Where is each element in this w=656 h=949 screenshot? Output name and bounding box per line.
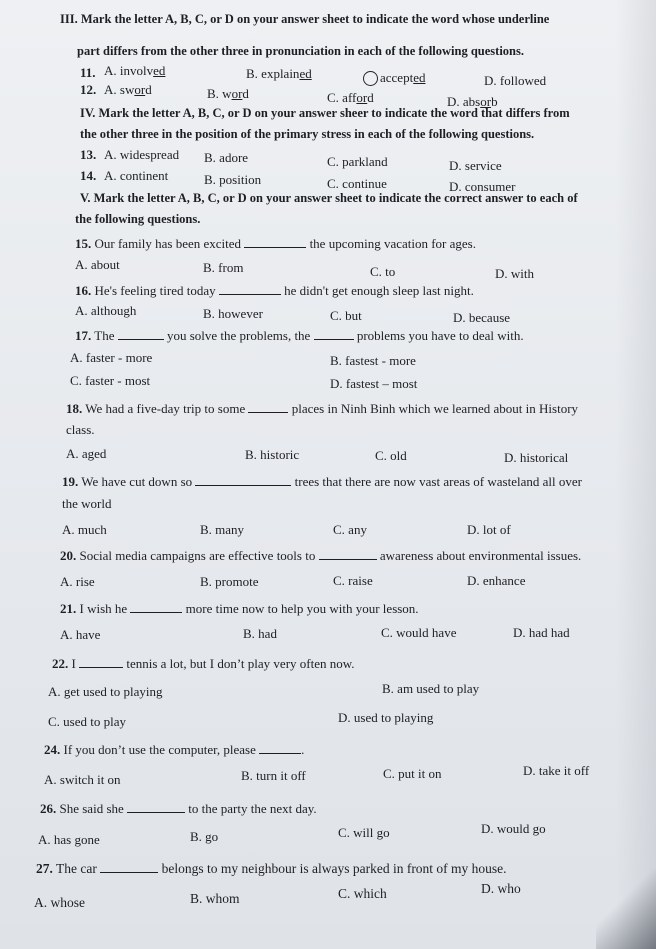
q19-option-d[interactable]: D. lot of <box>467 522 511 537</box>
q22-option-d[interactable]: D. used to playing <box>338 710 434 725</box>
q22-blank[interactable] <box>79 655 123 668</box>
q12-option-a[interactable]: A. sword <box>104 82 152 97</box>
q17-option-d[interactable]: D. fastest – most <box>330 376 418 391</box>
q27-text-after: belongs to my neighbour is always parked in front of my house. <box>161 861 507 876</box>
q20-number: 20. <box>60 548 77 563</box>
q21-option-c[interactable]: C. would have <box>381 625 457 640</box>
q11-option-b[interactable]: B. explained <box>246 66 312 81</box>
q26-option-d[interactable]: D. would go <box>481 821 546 836</box>
q17-option-c[interactable]: C. faster - most <box>70 373 151 388</box>
q21-blank[interactable] <box>130 600 182 613</box>
answer-circle-mark <box>363 71 378 86</box>
q12-number: 12. <box>80 82 97 97</box>
q17-number: 17. <box>75 328 92 343</box>
q18-option-c[interactable]: C. old <box>375 448 407 463</box>
q24-number: 24. <box>44 742 61 757</box>
q21-option-a[interactable]: A. have <box>60 627 101 642</box>
q20-text-before: Social media campaigns are effective tools to <box>79 548 316 563</box>
q13-option-c[interactable]: C. parkland <box>327 154 388 169</box>
q21-option-b[interactable]: B. had <box>243 626 277 641</box>
q22-number: 22. <box>52 656 69 671</box>
q24-stem <box>44 741 304 758</box>
q11-number: 11. <box>80 65 96 80</box>
q19-option-b[interactable]: B. many <box>200 522 245 537</box>
q14-option-c[interactable]: C. continue <box>327 176 387 191</box>
q19-blank[interactable] <box>195 473 291 486</box>
section-3-heading-line2: part differs from the other three in pronunciation in each of the following questions. <box>77 44 524 58</box>
q15-option-a[interactable]: A. about <box>75 257 120 272</box>
q13-number: 13. <box>80 147 97 162</box>
q24-text-after: . <box>301 742 305 757</box>
photo-shadow <box>596 869 656 949</box>
q24-option-b[interactable]: B. turn it off <box>241 768 306 783</box>
q21-option-d[interactable]: D. had had <box>513 625 570 640</box>
q26-option-c[interactable]: C. will go <box>338 825 390 840</box>
q18-option-a[interactable]: A. aged <box>66 446 107 461</box>
q13-option-d[interactable]: D. service <box>449 158 502 173</box>
q17-text-before: The <box>94 328 115 343</box>
q26-number: 26. <box>40 801 57 816</box>
q24-option-d[interactable]: D. take it off <box>523 763 590 778</box>
q22-stem <box>52 655 355 672</box>
q17-text-middle: you solve the problems, the <box>166 328 311 343</box>
q19-text-after: trees that there are now vast areas of wasteland all over <box>294 474 582 489</box>
q18-stem-continued: class. <box>66 422 95 437</box>
section-4-heading-line1: IV. Mark the letter A, B, C, or D on your answer sheer to indicate the word that differs from <box>80 106 570 120</box>
q22-option-c[interactable]: C. used to play <box>48 714 126 729</box>
q18-option-d[interactable]: D. historical <box>504 450 569 465</box>
q26-blank[interactable] <box>127 800 185 813</box>
q24-option-c[interactable]: C. put it on <box>383 766 442 781</box>
q13-option-a[interactable]: A. widespread <box>104 147 180 162</box>
q16-number: 16. <box>75 283 92 298</box>
q19-text-before: We have cut down so <box>81 474 193 489</box>
q26-option-b[interactable]: B. go <box>190 829 219 844</box>
q27-number: 27. <box>36 861 53 876</box>
q26-option-a[interactable]: A. has gone <box>38 832 100 847</box>
q26-text-after: to the party the next day. <box>188 801 317 816</box>
q20-option-b[interactable]: B. promote <box>200 574 259 589</box>
q17-blank-1[interactable] <box>118 327 164 340</box>
q19-stem-continued: the world <box>62 496 112 511</box>
q20-option-a[interactable]: A. rise <box>60 574 95 589</box>
q27-option-b[interactable]: B. whom <box>190 891 240 906</box>
q18-stem <box>66 400 578 417</box>
q19-number: 19. <box>62 474 79 489</box>
q27-blank[interactable] <box>100 860 158 873</box>
q20-text-after: awareness about environmental issues. <box>379 548 582 563</box>
q21-text-after: more time now to help you with your lesson. <box>185 601 419 616</box>
q21-text-before: I wish he <box>79 601 128 616</box>
q24-blank[interactable] <box>259 741 301 754</box>
q16-option-d[interactable]: D. because <box>453 310 511 325</box>
q15-option-c[interactable]: C. to <box>370 264 396 279</box>
q14-option-a[interactable]: A. continent <box>104 168 169 183</box>
q19-option-c[interactable]: C. any <box>333 522 367 537</box>
q17-stem <box>75 327 524 344</box>
q22-option-b[interactable]: B. am used to play <box>382 681 480 696</box>
q12-option-c[interactable]: C. afford <box>327 90 374 105</box>
q14-option-b[interactable]: B. position <box>204 172 262 187</box>
q27-option-c[interactable]: C. which <box>338 886 387 901</box>
q11-option-c[interactable]: accepted <box>366 70 425 86</box>
q20-option-c[interactable]: C. raise <box>333 573 373 588</box>
q18-option-b[interactable]: B. historic <box>245 447 300 462</box>
q14-option-d[interactable]: D. consumer <box>449 179 516 194</box>
q16-text-before: He's feeling tired today <box>94 283 216 298</box>
q26-stem <box>40 800 317 817</box>
q14-number: 14. <box>80 168 97 183</box>
q15-blank[interactable] <box>244 235 306 248</box>
q20-blank[interactable] <box>319 547 377 560</box>
q19-stem <box>62 473 582 490</box>
q16-option-a[interactable]: A. although <box>75 303 137 318</box>
q16-stem <box>75 282 474 299</box>
q17-option-a[interactable]: A. faster - more <box>70 350 153 365</box>
q18-text-before: We had a five-day trip to some <box>85 401 246 416</box>
q21-number: 21. <box>60 601 77 616</box>
q11-option-a[interactable]: A. involved <box>104 63 166 78</box>
q18-text-after: places in Ninh Binh which we learned about in History <box>291 401 579 416</box>
q17-text-after: problems you have to deal with. <box>356 328 524 343</box>
q16-option-c[interactable]: C. but <box>330 308 362 323</box>
q15-number: 15. <box>75 236 92 251</box>
q18-blank[interactable] <box>248 400 288 413</box>
q11-option-d[interactable]: D. followed <box>484 73 547 88</box>
q17-blank-2[interactable] <box>314 327 354 340</box>
q12-option-b[interactable]: B. word <box>207 86 249 101</box>
q16-option-b[interactable]: B. however <box>203 306 263 321</box>
q13-option-b[interactable]: B. adore <box>204 150 249 165</box>
q16-text-after: he didn't get enough sleep last night. <box>284 283 474 298</box>
q24-text-before: If you don’t use the computer, please <box>63 742 256 757</box>
q27-option-d[interactable]: D. who <box>481 881 521 896</box>
section-5-heading-line1: V. Mark the letter A, B, C, or D on your answer sheet to indicate the correct answer to each of <box>80 191 578 205</box>
q27-text-before: The car <box>56 861 97 876</box>
q27-option-a[interactable]: A. whose <box>34 895 85 910</box>
q20-option-d[interactable]: D. enhance <box>467 573 526 588</box>
q16-blank[interactable] <box>219 282 281 295</box>
q22-text-before: I <box>71 656 76 671</box>
section-3-heading-line1: III. Mark the letter A, B, C, or D on your answer sheet to indicate the word whose underline <box>60 12 550 26</box>
q26-text-before: She said she <box>59 801 124 816</box>
section-4-heading-line2: the other three in the position of the primary stress in each of the following questions. <box>80 127 535 141</box>
q17-option-b[interactable]: B. fastest - more <box>330 353 416 368</box>
q27-stem <box>36 860 507 877</box>
section-5-heading-line2: the following questions. <box>75 212 201 226</box>
q24-option-a[interactable]: A. switch it on <box>44 772 121 787</box>
q15-option-b[interactable]: B. from <box>203 260 244 275</box>
q18-number: 18. <box>66 401 83 416</box>
q19-option-a[interactable]: A. much <box>62 522 107 537</box>
q15-option-d[interactable]: D. with <box>495 266 534 281</box>
q22-text-after: tennis a lot, but I don’t play very often now. <box>126 656 355 671</box>
q20-stem <box>60 547 581 564</box>
q21-stem <box>60 600 419 617</box>
q15-stem <box>75 235 476 252</box>
q15-text-before: Our family has been excited <box>94 236 242 251</box>
page-shade <box>616 0 656 949</box>
q22-option-a[interactable]: A. get used to playing <box>48 684 163 699</box>
q15-text-after: the upcoming vacation for ages. <box>309 236 476 251</box>
q12-option-d[interactable]: D. absorb <box>447 94 498 109</box>
